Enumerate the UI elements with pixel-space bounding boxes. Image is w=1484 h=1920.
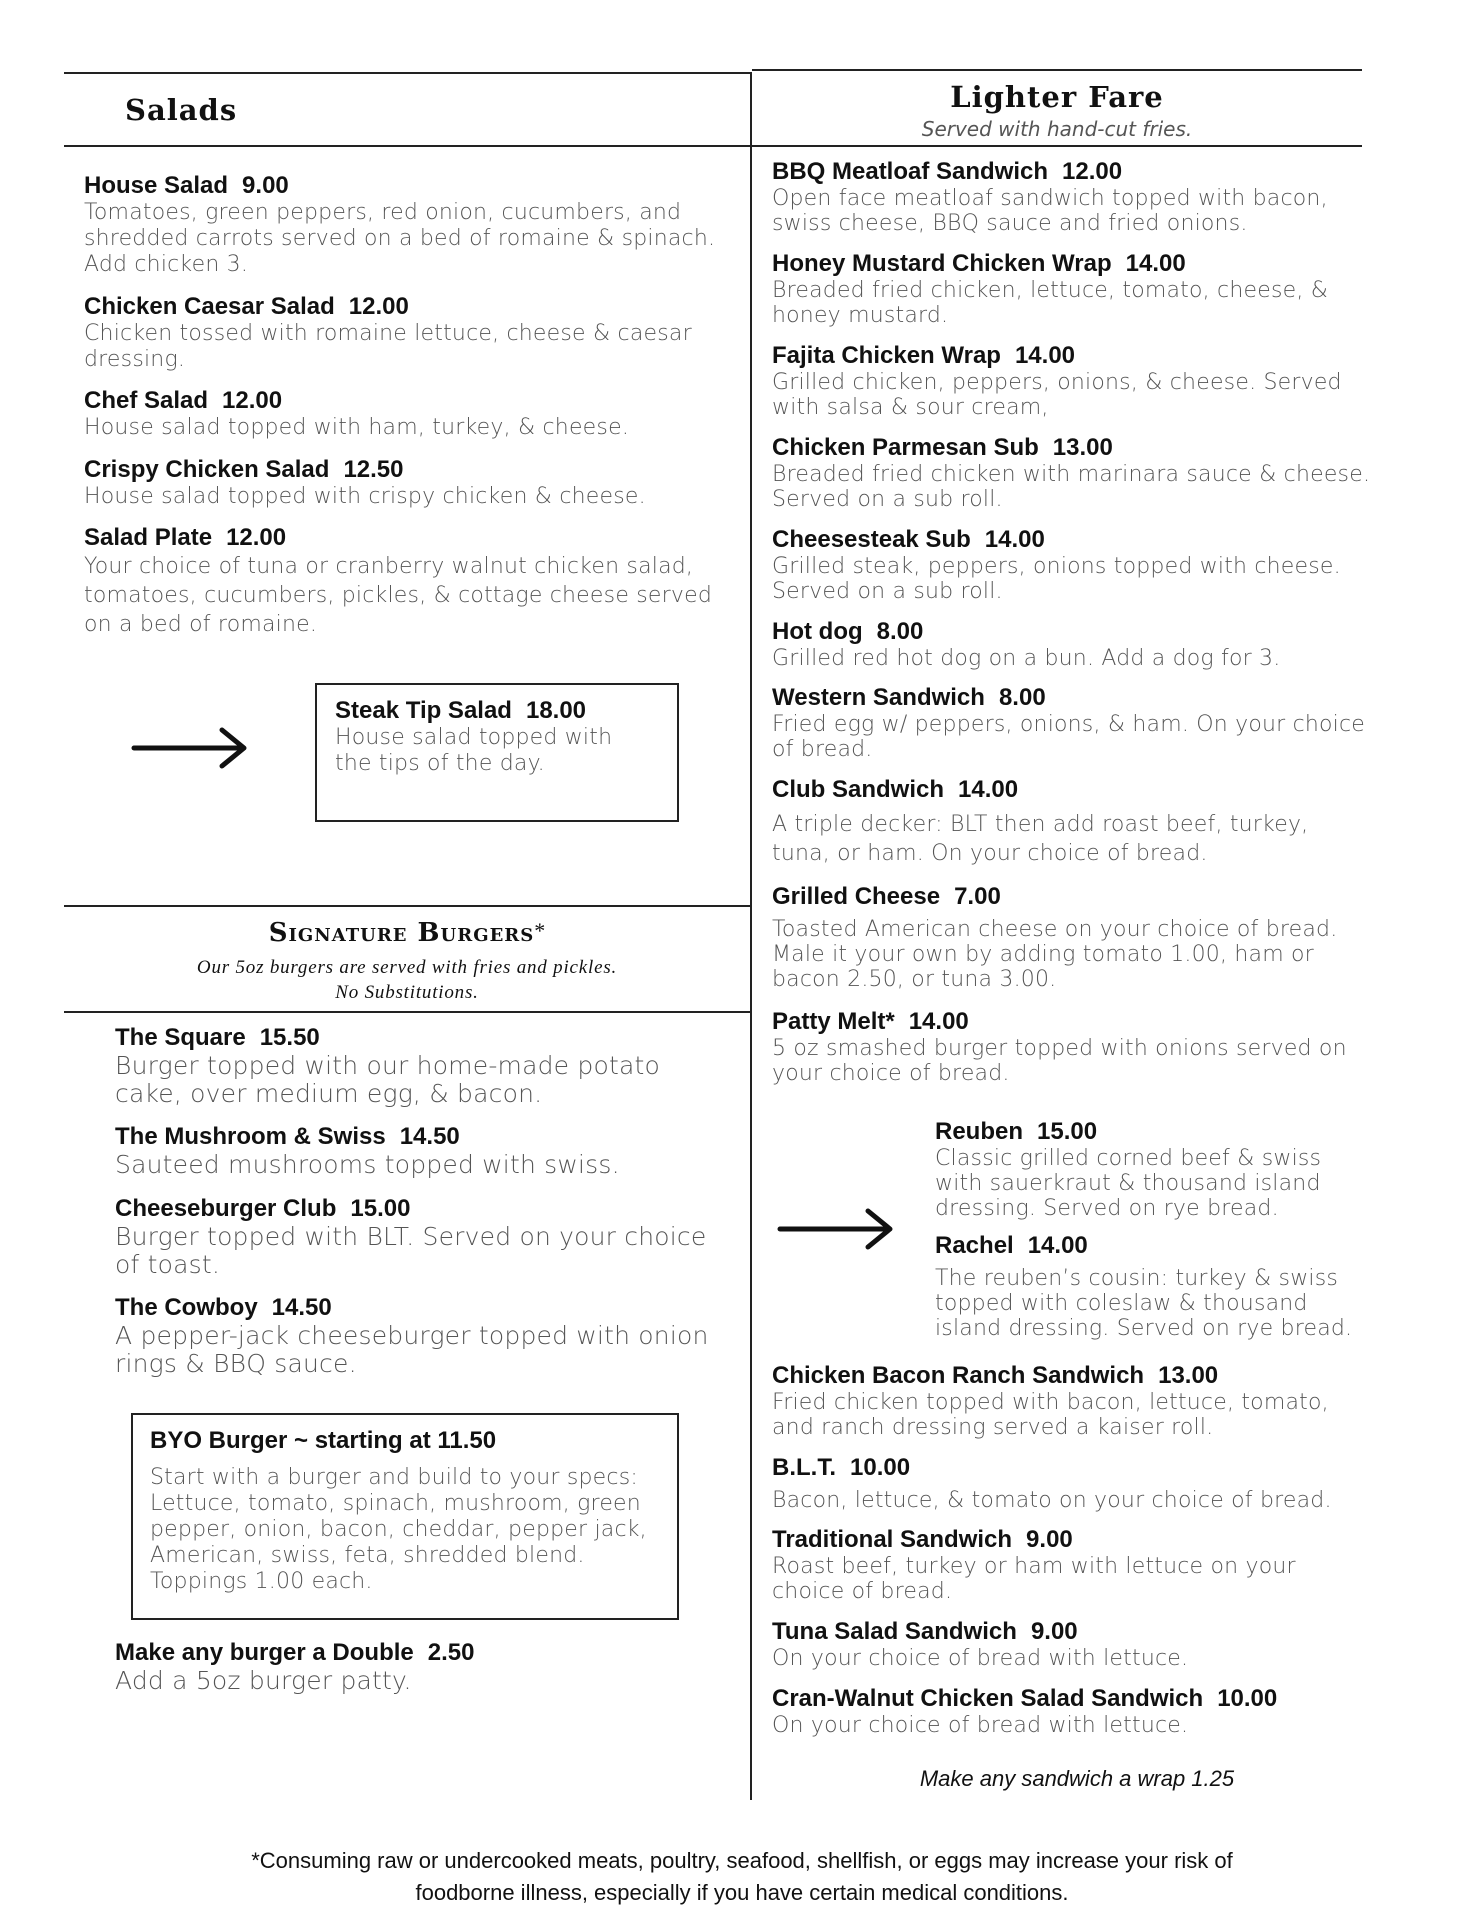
wrap-note: Make any sandwich a wrap 1.25 [919,1766,1235,1791]
menu-item [772,1526,1372,1604]
burgers-subtitle [64,955,750,1005]
item-description: Bacon, lettuce, & tomato on your choice of bread. [772,1488,1332,1513]
item-description: Burger topped with our home-made potato cake, over medium egg, & bacon. [115,1051,660,1108]
item-description: Tomatoes, green peppers, red onion, cucumbers, and shredded carrots served on a bed of romaine & spinach. Add chicken 3. [84,200,716,277]
featured-box [315,683,679,822]
item-price: 7.00 [954,883,1001,910]
burgers-subtitle-line1: Our 5oz burgers are served with fries and pickles. [196,957,618,978]
menu-item [84,172,724,278]
item-name: Make any burger a Double [115,1639,414,1666]
item-description: Open face meatloaf sandwich topped with bacon, swiss cheese, BBQ sauce and fried onions. [772,186,1328,236]
item-price: 8.00 [876,618,924,645]
item-price: 10.00 [1217,1685,1278,1712]
salads-title: Salads [125,93,238,127]
menu-item [935,1232,1375,1341]
item-price: 9.00 [242,172,289,199]
item-price: 2.50 [427,1639,475,1666]
item-name: BBQ Meatloaf Sandwich [772,158,1049,185]
menu-item [772,1618,1372,1671]
item-price: 14.50 [399,1123,460,1150]
item-name: The Cowboy [115,1294,258,1321]
menu-item [772,618,1372,671]
menu-item [772,158,1372,236]
item-name: Western Sandwich [772,684,985,711]
item-description: The reuben’s cousin: turkey & swiss topped with coleslaw & thousand island dressing. Served on rye bread. [935,1266,1353,1341]
arrow-right-icon [130,723,250,773]
item-name: Hot dog [772,618,863,645]
item-price: 14.00 [908,1008,969,1035]
menu-item [772,526,1372,604]
item-description: Breaded fried chicken with marinara sauce & cheese. Served on a sub roll. [772,462,1371,512]
item-description: On your choice of bread with lettuce. [772,1713,1189,1738]
menu-item [84,456,724,510]
menu-item [772,684,1372,762]
item-price: 14.00 [1027,1232,1088,1259]
item-name: BYO Burger ~ starting at 11.50 [150,1427,497,1454]
item-name: The Square [115,1024,246,1051]
item-description: Grilled steak, peppers, onions topped with cheese. Served on a sub roll. [772,554,1341,604]
menu-item [772,883,1372,992]
item-name: Salad Plate [84,524,213,551]
item-name: Club Sandwich [772,776,945,803]
lighter-subtitle: Served with hand-cut fries. [921,117,1193,141]
menu-item [115,1195,715,1279]
header-bottom-rule [64,145,1362,147]
menu-item [772,1685,1372,1738]
item-description: Grilled red hot dog on a bun. Add a dog for 3. [772,646,1281,671]
burgers-top-rule [64,905,750,907]
item-price: 9.00 [1030,1618,1078,1645]
menu-item [772,250,1372,328]
menu-item [84,387,724,441]
menu-item [115,1639,715,1695]
item-description: House salad topped with the tips of the day. [335,725,613,776]
item-description: A pepper-jack cheeseburger topped with onion rings & BBQ sauce. [115,1321,709,1378]
burgers-subtitle-line2: No Substitutions. [335,982,479,1003]
lighter-title: Lighter Fare [950,80,1164,114]
item-price: 14.00 [958,776,1019,803]
menu-item [772,1008,1372,1086]
menu-item [772,776,1372,868]
item-name: Cran-Walnut Chicken Salad Sandwich [772,1685,1204,1712]
item-description: Grilled chicken, peppers, onions, & cheese. Served with salsa & sour cream, [772,370,1342,420]
menu-item [772,434,1372,512]
item-name: B.L.T. [772,1454,836,1481]
burgers-bottom-rule [64,1011,750,1013]
item-description: 5 oz smashed burger topped with onions served on your choice of bread. [772,1036,1347,1086]
item-description: Breaded fried chicken, lettuce, tomato, cheese, & honey mustard. [772,278,1329,328]
item-price: 12.00 [226,524,287,551]
item-name: Rachel [935,1232,1014,1259]
item-price: 18.00 [525,697,587,724]
item-name: Traditional Sandwich [772,1526,1013,1553]
menu-item [115,1024,715,1108]
item-description: Burger topped with BLT. Served on your choice of toast. [115,1222,707,1279]
byo-box [131,1413,679,1620]
item-price: 12.00 [1062,158,1123,185]
salads-top-rule [64,72,750,74]
menu-item [772,1362,1372,1440]
item-price: 12.00 [222,387,283,414]
footer-disclaimer [0,1845,1484,1909]
item-price: 15.50 [259,1024,320,1051]
item-price: 14.50 [271,1294,332,1321]
item-name: Honey Mustard Chicken Wrap [772,250,1112,277]
menu-item [115,1294,715,1378]
item-description: On your choice of bread with lettuce. [772,1646,1189,1671]
item-price: 13.00 [1158,1362,1219,1389]
item-description: A triple decker: BLT then add roast beef, turkey, tuna, or ham. On your choice of bread. [772,812,1309,866]
menu-item [772,1454,1372,1513]
item-description: Roast beef, turkey or ham with lettuce on your choice of bread. [772,1554,1296,1604]
lighter-top-rule [752,69,1362,71]
item-name: Chicken Parmesan Sub [772,434,1039,461]
item-name: Tuna Salad Sandwich [772,1618,1017,1645]
item-name: Grilled Cheese [772,883,941,910]
item-name: Cheeseburger Club [115,1195,337,1222]
item-price: 14.00 [1014,342,1076,369]
item-price: 8.00 [998,684,1046,711]
item-description: Chicken tossed with romaine lettuce, cheese & caesar dressing. [84,321,692,372]
item-description: Sauteed mushrooms topped with swiss. [115,1150,620,1179]
menu-item [150,1427,650,1595]
item-description: Your choice of tuna or cranberry walnut chicken salad, tomatoes, cucumbers, pickles, & cottage cheese served on a bed of romaine. [84,554,713,637]
item-price: 12.50 [343,456,404,483]
item-description: House salad topped with crispy chicken & cheese. [84,484,646,509]
footer-line2: foodborne illness, especially if you have certain medical conditions. [415,1880,1069,1905]
item-name: Steak Tip Salad [335,697,512,724]
item-description: Start with a burger and build to your specs: Lettuce, tomato, spinach, mushroom, green pepper, onion, bacon, cheddar, pepper jack, American, swiss, feta, shredded blend. Toppings 1.00 each. [150,1465,647,1594]
item-price: 10.00 [850,1454,911,1481]
item-name: Crispy Chicken Salad [84,456,330,483]
item-price: 14.00 [984,526,1045,553]
item-name: House Salad [84,172,229,199]
item-description: Add a 5oz burger patty. [115,1666,412,1695]
item-description: Fried chicken topped with bacon, lettuce, tomato, and ranch dressing served a kaiser roll. [772,1390,1329,1440]
item-description: Toasted American cheese on your choice of bread. Male it your own by adding tomato 1.00, ham or bacon 2.50, or tuna 3.00. [772,917,1338,992]
arrow-right-icon [776,1204,896,1254]
item-name: The Mushroom & Swiss [115,1123,386,1150]
item-name: Chicken Bacon Ranch Sandwich [772,1362,1145,1389]
column-divider [750,72,752,1800]
item-price: 14.00 [1125,250,1186,277]
item-price: 15.00 [1037,1118,1098,1145]
item-price: 9.00 [1026,1526,1073,1553]
item-name: Chef Salad [84,387,209,414]
menu-item [772,342,1372,420]
menu-item [115,1123,715,1179]
menu-item [84,293,724,373]
item-description: House salad topped with ham, turkey, & cheese. [84,415,630,440]
item-name: Reuben [935,1118,1024,1145]
item-name: Fajita Chicken Wrap [772,342,1001,369]
item-price: 12.00 [348,293,409,320]
menu-item [935,1118,1375,1221]
item-name: Chicken Caesar Salad [84,293,335,320]
item-description: Classic grilled corned beef & swiss with sauerkraut & thousand island dressing. Served on rye bread. [935,1146,1322,1221]
item-name: Patty Melt* [772,1008,895,1035]
item-price: 13.00 [1052,434,1113,461]
item-description: Fried egg w/ peppers, onions, & ham. On your choice of bread. [772,712,1366,762]
burgers-heading [64,918,750,948]
footer-line1: *Consuming raw or undercooked meats, poultry, seafood, shellfish, or eggs may increase your risk of [251,1848,1233,1873]
burgers-title: Signature Burgers [268,918,535,948]
menu-item [84,524,724,639]
item-name: Cheesesteak Sub [772,526,971,553]
menu-item [335,697,655,777]
item-price: 15.00 [350,1195,411,1222]
burgers-title-mark: * [534,918,546,943]
